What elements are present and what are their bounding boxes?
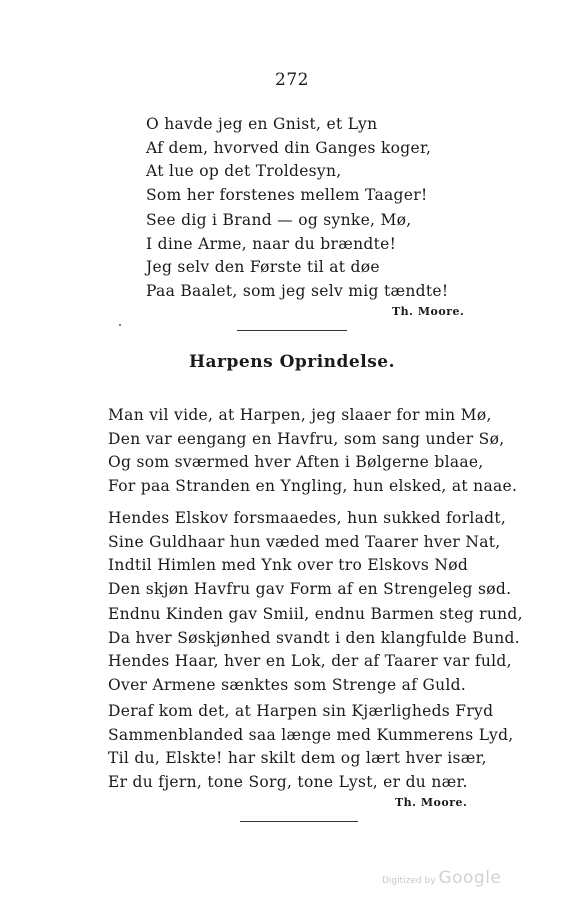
verse-line: Deraf kom det, at Harpen sin Kjærligheds Fryd: [108, 702, 494, 720]
poem2-attribution: Th. Moore.: [395, 796, 468, 809]
verse-line: For paa Stranden en Yngling, hun elsked, at naae.: [108, 476, 518, 495]
verse-line: Sine Guldhaar hun væded med Taarer hver Nat,: [108, 532, 501, 551]
watermark-prefix: Digitized by: [382, 876, 436, 886]
verse-line: Over Armene sænktes som Strenge af Guld.: [108, 675, 467, 694]
poem2-stanza-2: [108, 507, 511, 601]
end-divider: [240, 821, 358, 822]
verse-line: Som her forstenes mellem Taager!: [146, 185, 428, 204]
verse-line: Sammenblanded saa længe med Kummerens Lyd,: [108, 725, 514, 744]
verse-line: Og som sværmed hver Aften i Bølgerne blaae,: [108, 453, 484, 471]
verse-line: Da hver Søskjønhed svandt i den klangfulde Bund.: [108, 628, 520, 647]
verse-line: See dig i Brand — og synke, Mø,: [146, 211, 412, 229]
poem2-stanza-4: [108, 700, 514, 794]
verse-line: At lue op det Troldesyn,: [146, 162, 342, 180]
verse-line: Paa Baalet, som jeg selv mig tændte!: [146, 281, 449, 300]
poem1-stanza-1: [146, 113, 431, 207]
watermark-brand: Google: [438, 868, 502, 888]
page-number: 272: [275, 70, 309, 90]
verse-line: Den var eengang en Havfru, som sang under Sø,: [108, 429, 505, 448]
verse-line: Er du fjern, tone Sorg, tone Lyst, er du nær.: [108, 772, 468, 791]
verse-line: Af dem, hvorved din Ganges koger,: [146, 138, 432, 157]
verse-line: Hendes Elskov forsmaaedes, hun sukked forladt,: [108, 509, 507, 527]
digitization-watermark: [382, 868, 501, 888]
verse-line: Indtil Himlen med Ynk over tro Elskovs Nød: [108, 556, 469, 574]
verse-line: Hendes Haar, hver en Lok, der af Taarer var fuld,: [108, 652, 512, 670]
verse-line: I dine Arme, naar du brændte!: [146, 234, 397, 253]
poem2-stanza-1: [108, 404, 517, 498]
stray-mark: [119, 324, 121, 326]
verse-line: Den skjøn Havfru gav Form af en Strengeleg sød.: [108, 579, 512, 598]
verse-line: Jeg selv den Første til at døe: [146, 258, 380, 276]
verse-line: O havde jeg en Gnist, et Lyn: [146, 115, 378, 133]
verse-line: Til du, Elskte! har skilt dem og lært hver især,: [108, 749, 487, 767]
poem1-attribution: Th. Moore.: [392, 305, 465, 318]
verse-line: Endnu Kinden gav Smiil, endnu Barmen steg rund,: [108, 605, 523, 623]
poem2-stanza-3: [108, 603, 523, 697]
verse-line: Man vil vide, at Harpen, jeg slaaer for min Mø,: [108, 406, 492, 424]
section-divider: [237, 330, 347, 331]
poem1-stanza-2: [146, 209, 448, 303]
poem-title: Harpens Oprindelse.: [188, 352, 396, 372]
